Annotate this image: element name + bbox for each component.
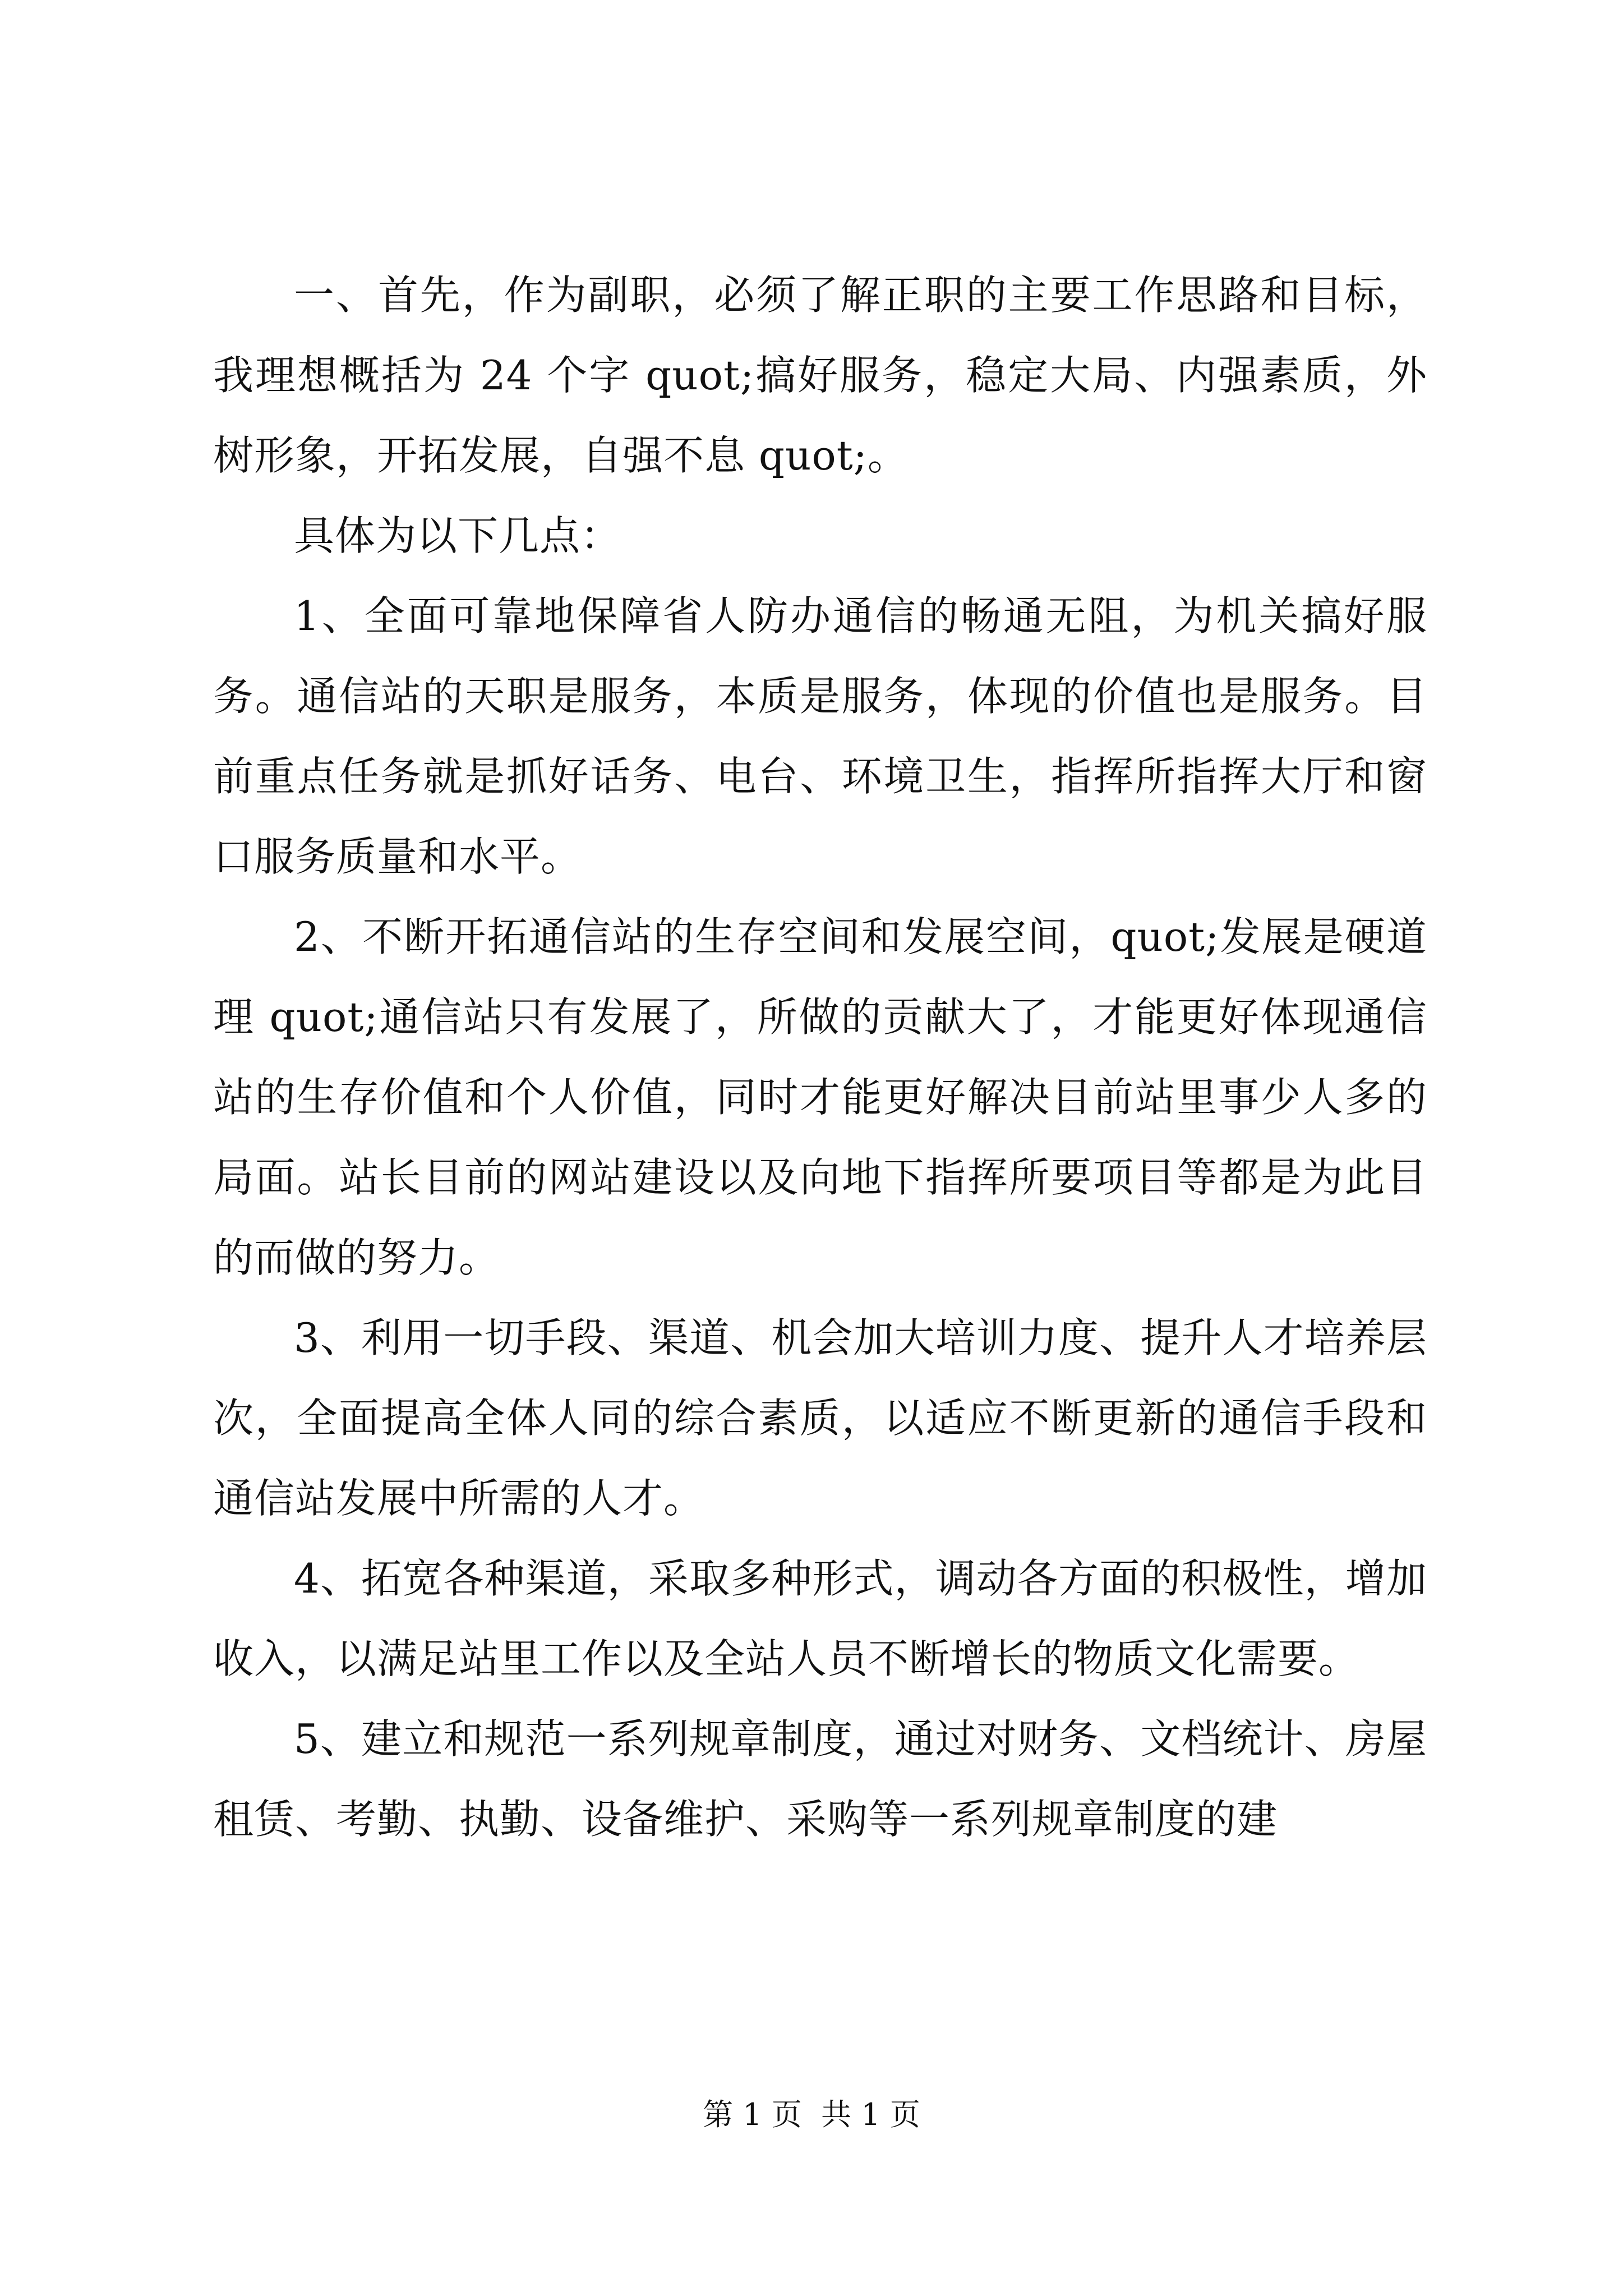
page-footer xyxy=(0,2095,1623,2134)
paragraph-item-4: 4、拓宽各种渠道，采取多种形式，调动各方面的积极性，增加收入，以满足站里工作以及全站人员不断增长的物质文化需要。 xyxy=(213,1555,1427,1682)
paragraph-item-5: 5、建立和规范一系列规章制度，通过对财务、文档统计、房屋租赁、考勤、执勤、设备维护、采购等一系列规章制度的建 xyxy=(213,1715,1427,1843)
paragraph-intro: 一、首先，作为副职，必须了解正职的主要工作思路和目标，我理想概括为 24 个字 quot;搞好服务，稳定大局、内强素质，外树形象，开拓发展，自强不息 quot;。 xyxy=(213,272,1427,479)
paragraph-item-1: 1、全面可靠地保障省人防办通信的畅通无阻，为机关搞好服务。通信站的天职是服务，本质是服务，体现的价值也是服务。目前重点任务就是抓好话务、电台、环境卫生，指挥所指挥大厅和窗口服务质量和水平。 xyxy=(213,592,1427,880)
paragraph-item-3: 3、利用一切手段、渠道、机会加大培训力度、提升人才培养层次，全面提高全体人同的综合素质，以适应不断更新的通信手段和通信站发展中所需的人才。 xyxy=(213,1314,1427,1522)
page-number-label: 第 1 页 共 1 页 xyxy=(703,2097,920,2132)
paragraph-item-2: 2、不断开拓通信站的生存空间和发展空间，quot;发展是硬道理 quot;通信站只有发展了，所做的贡献大了，才能更好体现通信站的生存价值和个人价值，同时才能更好解决目前站里事少人多的局面。站长目前的网站建设以及向地下指挥所要项目等都是为此目的而做的努力。 xyxy=(213,913,1427,1281)
document-body xyxy=(213,255,1427,1860)
paragraph-subheading: 具体为以下几点： xyxy=(294,512,622,559)
